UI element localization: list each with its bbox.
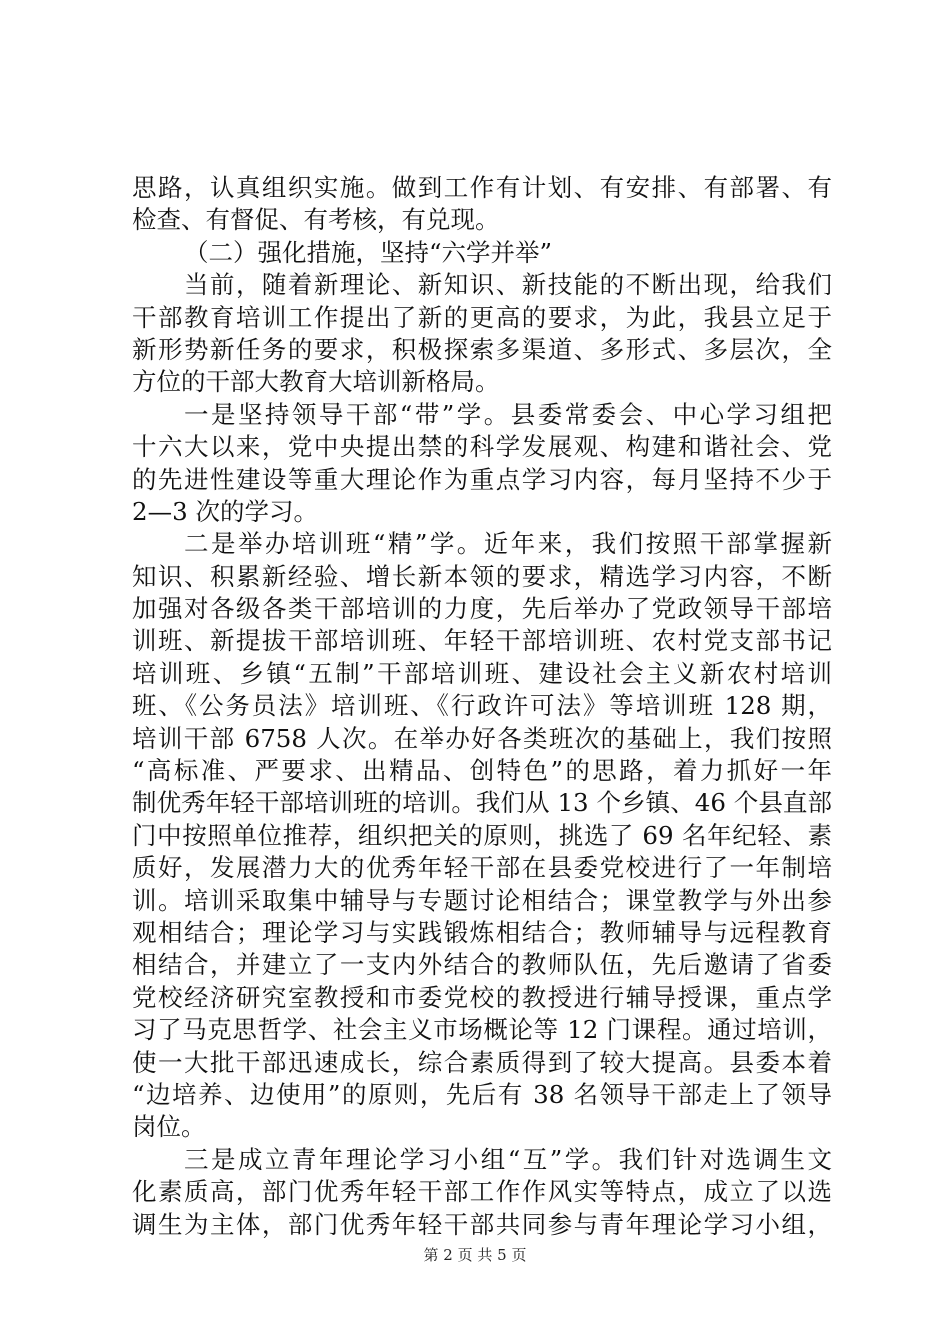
text-line: 使一大批干部迅速成长，综合素质得到了较大提高。县委本着 xyxy=(132,1047,832,1077)
text-line: 观相结合；理论学习与实践锻炼相结合；教师辅导与远程教育 xyxy=(132,917,832,947)
text-line: 加强对各级各类干部培训的力度，先后举办了党政领导干部培 xyxy=(132,594,832,624)
text-line: 知识、积累新经验、增长新本领的要求，精选学习内容，不断 xyxy=(132,561,832,591)
paragraph xyxy=(132,172,832,237)
text-line: 新形势新任务的要求，积极探索多渠道、多形式、多层次，全 xyxy=(132,334,832,364)
text-line: 的先进性建设等重大理论作为重点学习内容，每月坚持不少于 xyxy=(132,464,832,494)
text-line: 党校经济研究室教授和市委党校的教授进行辅导授课，重点学 xyxy=(132,982,832,1012)
text-line: 检查、有督促、有考核，有兑现。 xyxy=(132,205,500,235)
paragraph xyxy=(132,269,832,399)
text-line: 三是成立青年理论学习小组“互”学。我们针对选调生文 xyxy=(184,1144,832,1174)
document-body xyxy=(132,172,832,1241)
text-line: 调生为主体，部门优秀年轻干部共同参与青年理论学习小组， xyxy=(132,1209,832,1239)
paragraph xyxy=(132,399,832,529)
text-line: 当前，随着新理论、新知识、新技能的不断出现，给我们 xyxy=(184,270,832,300)
text-line: 培训干部 6758 人次。在举办好各类班次的基础上，我们按照 xyxy=(132,723,832,753)
text-line: 岗位。 xyxy=(132,1112,206,1142)
text-line: 化素质高，部门优秀年轻干部工作作风实等特点，成立了以选 xyxy=(132,1177,832,1207)
paragraph xyxy=(132,528,832,1143)
text-line: 十六大以来，党中央提出禁的科学发展观、构建和谐社会、党 xyxy=(132,432,832,462)
text-line: 2—3 次的学习。 xyxy=(132,496,318,526)
text-line: “边培养、边使用”的原则，先后有 38 名领导干部走上了领导 xyxy=(132,1079,832,1109)
text-line: 干部教育培训工作提出了新的更高的要求，为此，我县立足于 xyxy=(132,302,832,332)
text-line: 培训班、乡镇“五制”干部培训班、建设社会主义新农村培训 xyxy=(132,658,832,688)
text-line: 门中按照单位推荐，组织把关的原则，挑选了 69 名年纪轻、素 xyxy=(132,820,832,850)
page-footer: 第 2 页 共 5 页 xyxy=(423,1246,527,1264)
text-line: 班、《公务员法》培训班、《行政许可法》等培训班 128 期， xyxy=(132,691,832,721)
paragraph xyxy=(132,1144,832,1241)
text-line: 一是坚持领导干部“带”学。县委常委会、中心学习组把 xyxy=(184,399,832,429)
text-line: 方位的干部大教育大培训新格局。 xyxy=(132,367,500,397)
text-line: 制优秀年轻干部培训班的培训。我们从 13 个乡镇、46 个县直部 xyxy=(132,788,832,818)
text-line: （二）强化措施，坚持“六学并举” xyxy=(184,237,553,267)
text-line: 训。培训采取集中辅导与专题讨论相结合；课堂教学与外出参 xyxy=(132,885,832,915)
paragraph xyxy=(132,237,832,269)
text-line: “高标准、严要求、出精品、创特色”的思路，着力抓好一年 xyxy=(132,756,832,786)
text-line: 二是举办培训班“精”学。近年来，我们按照干部掌握新 xyxy=(184,529,832,559)
text-line: 习了马克思哲学、社会主义市场概论等 12 门课程。通过培训， xyxy=(132,1015,832,1045)
text-line: 相结合，并建立了一支内外结合的教师队伍，先后邀请了省委 xyxy=(132,950,832,980)
text-line: 质好，发展潜力大的优秀年轻干部在县委党校进行了一年制培 xyxy=(132,853,832,883)
text-line: 思路，认真组织实施。做到工作有计划、有安排、有部署、有 xyxy=(132,173,832,202)
text-line: 训班、新提拔干部培训班、年轻干部培训班、农村党支部书记 xyxy=(132,626,832,656)
